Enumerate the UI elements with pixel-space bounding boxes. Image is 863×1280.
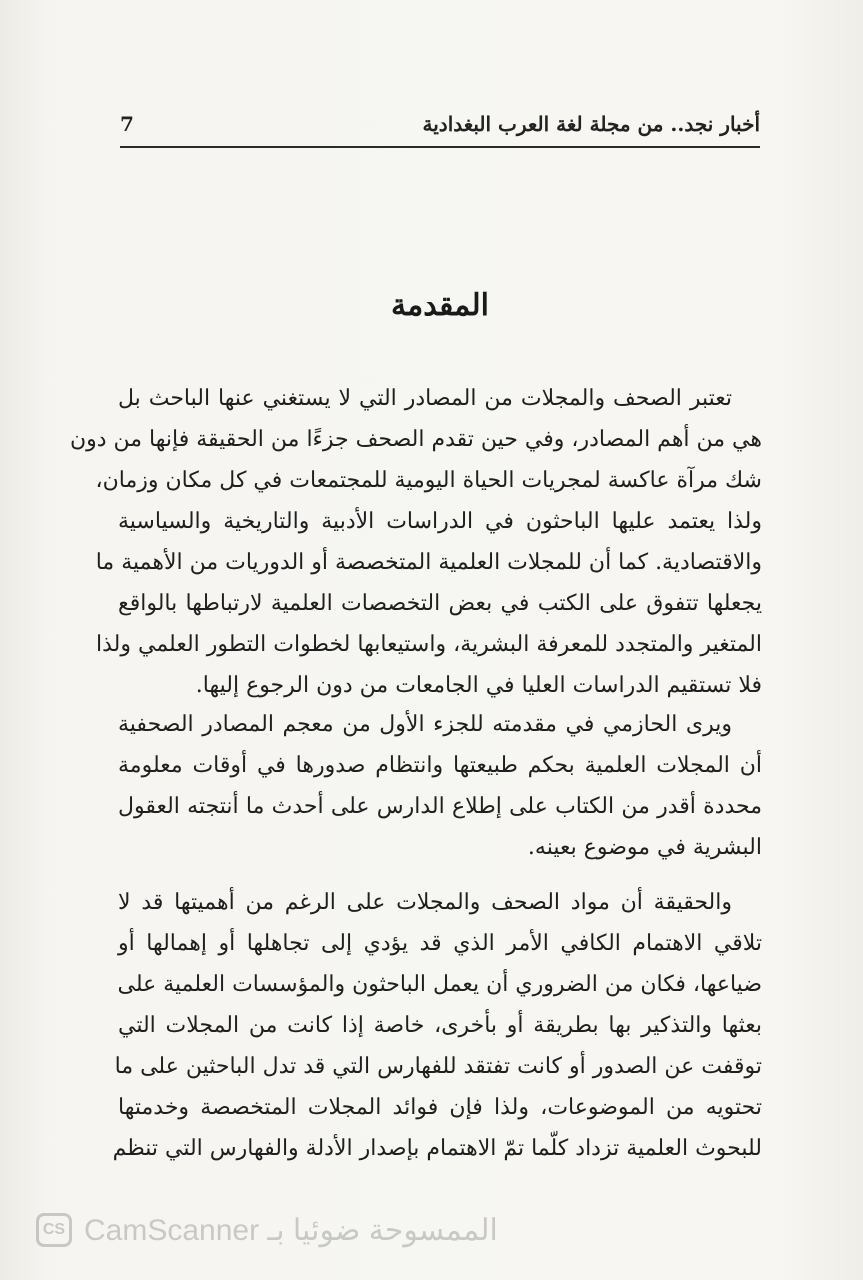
text-line: فلا تستقيم الدراسات العليا في الجامعات من دون الرجوع إليها.	[195, 673, 762, 698]
text-line: تعتبر الصحف والمجلات من المصادر التي لا يستغني عنها الباحث بل	[118, 386, 732, 411]
paragraph-2	[118, 704, 762, 868]
text-line: شك مرآة عاكسة لمجريات الحياة اليومية للمجتمعات في كل مكان وزمان،	[95, 468, 762, 493]
text-line: تحتويه من الموضوعات، ولذا فإن فوائد المجلات المتخصصة وخدمتها	[118, 1095, 762, 1120]
text-line: ويرى الحازمي في مقدمته للجزء الأول من معجم المصادر الصحفية	[118, 712, 732, 737]
header-rule	[120, 146, 760, 148]
text-line: توقفت عن الصدور أو كانت تفتقد للفهارس التي قد تدل الباحثين على ما	[114, 1054, 762, 1079]
watermark-text: CamScanner الممسوحة ضوئيا بـ	[84, 1213, 498, 1247]
text-line: تلاقي الاهتمام الكافي الأمر الذي قد يؤدي إلى تجاهلها أو إهمالها أو	[118, 931, 762, 956]
text-line: محددة أقدر من الكتاب على إطلاع الدارس على أحدث ما أنتجته العقول	[118, 794, 762, 819]
running-title: أخبار نجد.. من مجلة لغة العرب البغدادية	[422, 112, 760, 136]
camscanner-watermark	[36, 1210, 498, 1250]
paragraph-3	[112, 882, 762, 1169]
paragraph-1	[69, 378, 762, 706]
text-line: هي من أهم المصادر، وفي حين تقدم الصحف جزءًا من الحقيقة فإنها من دون	[69, 427, 762, 452]
text-line: بعثها والتذكير بها بطريقة أو بأخرى، خاصة إذا كانت من المجلات التي	[118, 1013, 762, 1038]
text-line: ولذا يعتمد عليها الباحثون في الدراسات الأدبية والتاريخية والسياسية	[118, 509, 762, 534]
text-line: يجعلها تتفوق على الكتب في بعض التخصصات العلمية لارتباطها بالواقع	[118, 591, 762, 616]
text-line: والحقيقة أن مواد الصحف والمجلات على الرغم من أهميتها قد لا	[118, 890, 732, 915]
camscanner-logo-icon: CS	[36, 1213, 72, 1247]
text-line: ضياعها، فكان من الضروري أن يعمل الباحثون والمؤسسات العلمية على	[117, 972, 762, 997]
page-header	[120, 112, 760, 144]
text-line: للبحوث العلمية تزداد كلّما تمّ الاهتمام بإصدار الأدلة والفهارس التي تنظم	[112, 1136, 762, 1161]
page-number: 7	[120, 112, 134, 136]
text-line: أن المجلات العلمية بحكم طبيعتها وانتظام صدورها في أوقات معلومة	[118, 753, 762, 778]
text-line: والاقتصادية. كما أن للمجلات العلمية المتخصصة أو الدوريات من الأهمية ما	[95, 550, 762, 575]
text-line: البشرية في موضوع بعينه.	[527, 835, 762, 860]
chapter-title: المقدمة	[391, 288, 489, 323]
text-line: المتغير والمتجدد للمعرفة البشرية، واستيعابها لخطوات التطور العلمي ولذا	[96, 632, 762, 657]
